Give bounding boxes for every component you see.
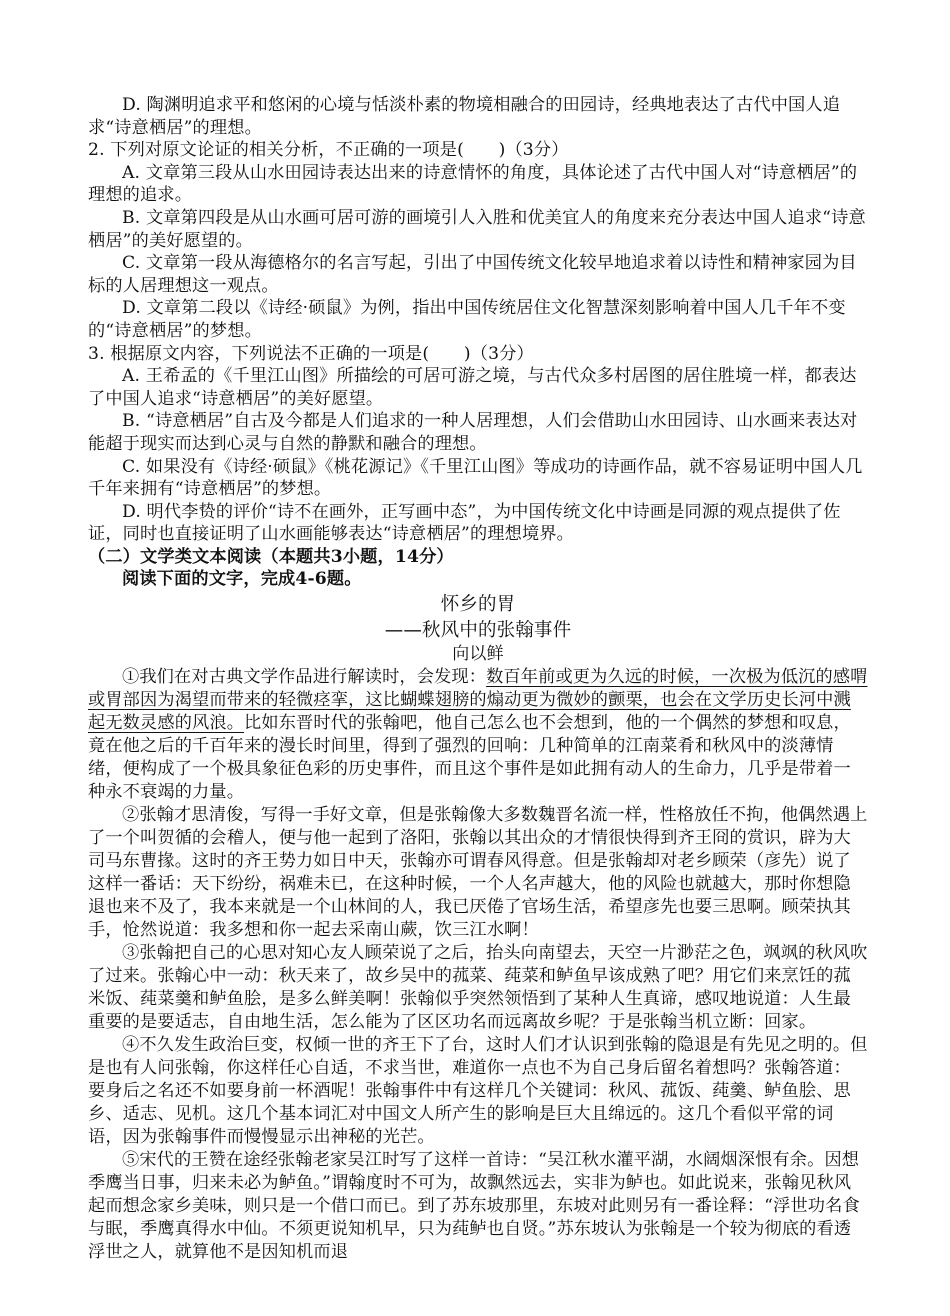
q3-option-c: C. 如果没有《诗经·硕鼠》《桃花源记》《千里江山图》等成功的诗画作品，就不容易证明中国人几千年来拥有“诗意栖居”的梦想。 (88, 456, 863, 500)
q2-option-d: D. 文章第二段以《诗经·硕鼠》为例，指出中国传统居住文化智慧深刻影响着中国人几千年不变的“诗意栖居”的梦想。 (88, 298, 846, 341)
story-subtitle: ——秋风中的张翰事件 (384, 620, 572, 642)
p1-rest: 比如东晋时代的张翰吧，他自己怎么也不会想到，他的一个偶然的梦想和叹息，竟在他之后的千百年来的漫长时间里，得到了强烈的回响：几种简单的江南菜肴和秋风中的淡薄情绪，便构成了一个极具象征色彩的历史事件，而且这个事件是如此拥有动人的生命力，几乎是带着一种永不衰竭的力量。 (88, 713, 851, 803)
q2-option-c: C. 文章第一段从海德格尔的名言写起，引出了中国传统文化较早地追求着以诗性和精神家园为目标的人居理想这一观点。 (88, 253, 857, 296)
q2-stem: 2. 下列对原文论证的相关分析，不正确的一项是( )（3分） (88, 140, 569, 161)
q3-option-a: A. 王希孟的《千里江山图》所描绘的可居可游之境，与古代众多村居图的居住胜境一样，都表达了中国人追求“诗意栖居”的美好愿望。 (88, 366, 857, 409)
section-instruction: 阅读下面的文字，完成4-6题。 (122, 569, 362, 590)
p1-prefix: ①我们在对古典文学作品进行解读时，会发现： (122, 667, 487, 688)
story-author: 向以鲜 (452, 644, 504, 665)
q3-stem: 3. 根据原文内容，下列说法不正确的一项是( )（3分） (88, 343, 534, 364)
q1-option-d: D. 陶渊明追求平和悠闲的心境与恬淡朴素的物境相融合的田园诗，经典地表达了古代中国人追求“诗意栖居”的理想。 (88, 95, 841, 138)
story-paragraph-3: ③张翰把自己的心思对知心友人顾荣说了之后，抬头向南望去，天空一片渺茫之色，飒飒的秋风吹了过来。张翰心中一动：秋天来了，故乡吴中的菰菜、莼菜和鲈鱼早该成熟了吧？用它们来烹饪的菰米饭、莼菜羹和鲈鱼脍，是多么鲜美啊！张翰似乎突然领悟到了某种人生真谛，感叹地说道：人生最重要的是要适志，自由地生活，怎么能为了区区功名而远离故乡呢？于是张翰当机立断：回家。 (88, 943, 868, 1033)
q2-option-b: B. 文章第四段是从山水画可居可游的画境引人入胜和优美宜人的角度来充分表达中国人追求“诗意栖居”的美好愿望的。 (88, 207, 866, 251)
story-paragraph-2: ②张翰才思清俊，写得一手好文章，但是张翰像大多数魏晋名流一样，性格放任不拘，他偶然遇上了一个叫贺循的会稽人，便与他一起到了洛阳，张翰以其出众的才情很快得到齐王冏的赏识，辟为大司马东曹掾。这时的齐王势力如日中天，张翰亦可谓春风得意。但是张翰却对老乡顾荣（彦先）说了这样一番话：天下纷纷，祸难未已，在这种时候，一个人名声越大，他的风险也就越大，那时你想隐退也来不及了，我本来就是一个山林间的人，我已厌倦了官场生活，希望彦先也要三思啊。顾荣执其手，怆然说道：我多想和你一起去采南山蕨，饮三江水啊！ (88, 805, 868, 941)
q2-option-a: A. 文章第三段从山水田园诗表达出来的诗意情怀的角度，具体论述了古代中国人对“诗意栖居”的理想的追求。 (88, 162, 858, 206)
story-paragraph-4: ④不久发生政治巨变，权倾一世的齐王下了台，这时人们才认识到张翰的隐退是有先见之明的。但是也有人问张翰，你这样任心自适，不求当世，难道你一点也不为自己身后留名着想吗？张翰答道：要身后之名还不如要身前一杯酒呢！张翰事件中有这样几个关键词：秋风、菰饭、莼羹、鲈鱼脍、思乡、适志、见机。这几个基本词汇对中国文人所产生的影响是巨大且绵远的。这几个看似平常的词语，因为张翰事件而慢慢显示出神秘的光芒。 (88, 1035, 868, 1148)
story-title: 怀乡的胃 (440, 594, 516, 616)
story-paragraph-5: ⑤宋代的王赞在途经张翰老家吴江时写了这样一首诗：“吴江秋水灌平湖，水阔烟深恨有余。因想季鹰当日事，归来未必为鲈鱼。”谓翰度时不可为，故飘然远去，实非为鲈也。如此说来，张翰见秋风起而想念家乡美味，则只是一个借口而已。到了苏东坡那里，东坡对此则另有一番诠释：“浮世功名食与眠，季鹰真得水中仙。不须更说知机早，只为莼鲈也自贤。”苏东坡认为张翰是一个较为彻底的看透浮世之人，就算他不是因知机而退 (88, 1150, 860, 1263)
q3-option-b: B. “诗意栖居”自古及今都是人们追求的一种人居理想，人们会借助山水田园诗、山水画来表达对能超于现实而达到心灵与自然的静默和融合的理想。 (88, 411, 858, 454)
underlined-sentence: 数百年前或更为久远的时候，一次极为低沉的感喟或胃部因为渴望而带来的轻微痉挛，这比蝴蝶翅膀的煽动更为微妙的颤栗，也会在文学历史长河中溅起无数灵感的风浪。 (88, 667, 868, 734)
q3-option-d: D. 明代李贽的评价“诗不在画外，正写画中态”，为中国传统文化中诗画是同源的观点提供了佐证，同时也直接证明了山水画能够表达“诗意栖居”的理想境界。 (88, 501, 841, 545)
section-heading: （二）文学类文本阅读（本题共3小题，14分） (88, 546, 454, 567)
story-paragraph-1 (88, 666, 868, 804)
